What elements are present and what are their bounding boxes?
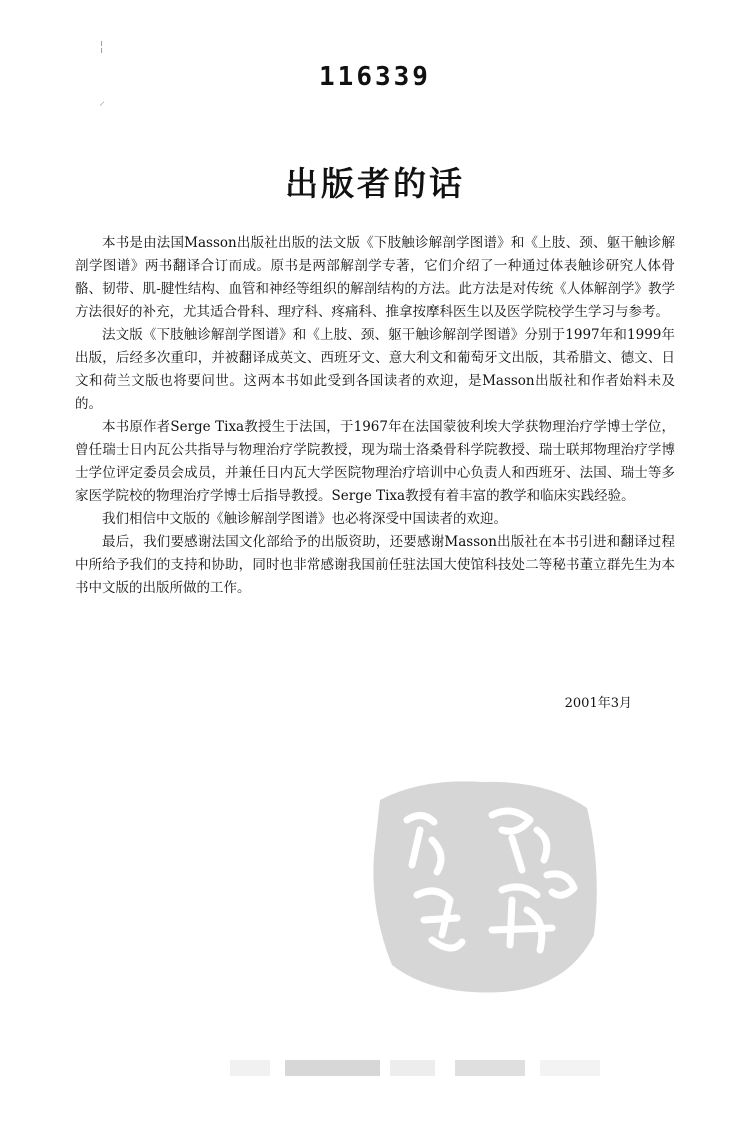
date: 2001年3月: [564, 696, 632, 711]
paragraph: 本书是由法国Masson出版社出版的法文版《下肢触诊解剖学图谱》和《上肢、颈、躯干触诊解剖学图谱》两书翻译合订而成。原书是两部解剖学专著，它们介绍了一种通过体表触诊研究人体骨骼、韧带、肌-腱性结构、血管和神经等组织的解剖结构的方法。此方法是对传统《人体解剖学》教学方法很好的补充，尤其适合骨科、理疗科、疼痛科、推拿按摩科医生以及医学院校学生学习与参考。: [75, 235, 675, 320]
body-text: [75, 232, 675, 600]
paragraph: 最后，我们要感谢法国文化部给予的出版资助，还要感谢Masson出版社在本书引进和翻译过程中所给予我们的支持和协助，同时也非常感谢我国前任驻法国大使馆科技处二等秘书董立群先生为本书中文版的出版所做的工作。: [75, 534, 675, 596]
paragraph: 本书原作者Serge Tixa教授生于法国，于1967年在法国蒙彼利埃大学获物理治疗学博士学位，曾任瑞士日内瓦公共指导与物理治疗学院教授，现为瑞士洛桑骨科学院教授、瑞士联邦物理治疗学博士学位评定委员会成员，并兼任日内瓦大学医院物理治疗培训中心负责人和西班牙、法国、瑞士等多家医学院校的物理治疗学博士后指导教授。Serge Tixa教授有着丰富的教学和临床实践经验。: [75, 419, 675, 504]
margin-scan-mark: ⸝: [99, 94, 106, 108]
paragraph: 我们相信中文版的《触诊解剖学图谱》也必将深受中国读者的欢迎。: [102, 511, 507, 527]
seal-stamp: [362, 760, 607, 1000]
seal-background: [373, 781, 596, 992]
scan-artifact: [230, 1060, 610, 1076]
page-number: 116339: [319, 62, 431, 92]
paragraph: 法文版《下肢触诊解剖学图谱》和《上肢、颈、躯干触诊解剖学图谱》分别于1997年和1999年出版，后经多次重印，并被翻译成英文、西班牙文、意大利文和葡萄牙文出版，其希腊文、德文、日文和荷兰文版也将要问世。这两本书如此受到各国读者的欢迎，是Masson出版社和作者始料未及的。: [75, 327, 675, 412]
margin-scan-mark: ╎: [98, 40, 106, 54]
page-title: 出版者的话: [285, 164, 465, 203]
